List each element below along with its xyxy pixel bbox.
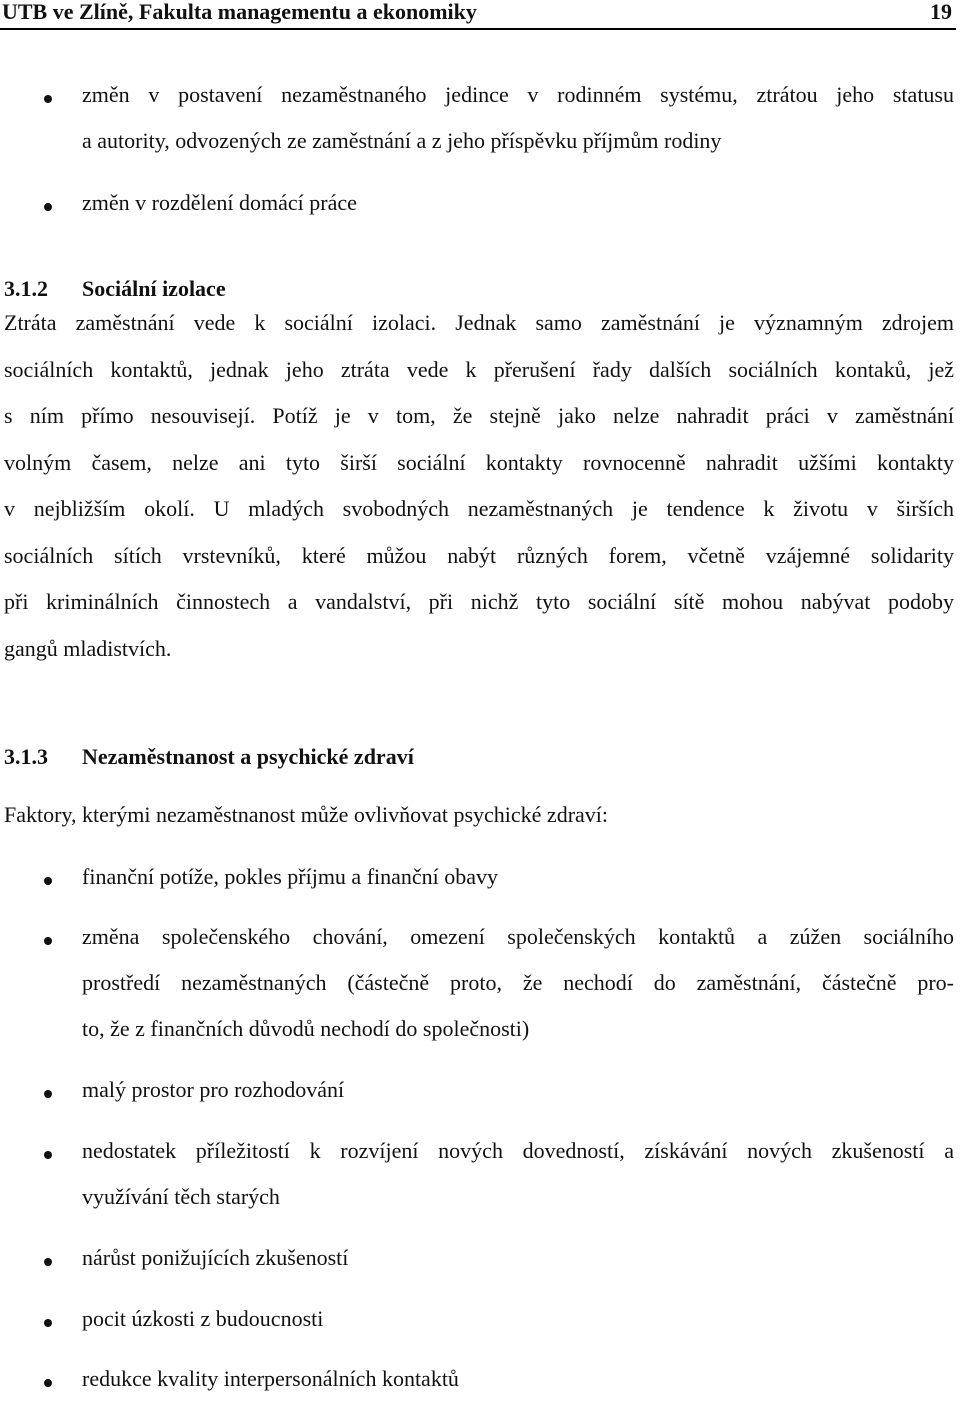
list-item-line: malý prostor pro rozhodování [82, 1077, 345, 1102]
list-item-line: to, že z finančních důvodů nechodí do společnosti) [82, 1016, 530, 1041]
paragraph-line: s ním přímo nesouvisejí. Potíž je v tom, že stejně jako nelze nahradit práci v zaměstnání [4, 403, 954, 428]
paragraph-line: při kriminálních činnostech a vandalství, při nichž tyto sociální sítě mohou nabývat podoby [4, 589, 954, 614]
bullet-icon [44, 1151, 52, 1159]
list-item-line: změna společenského chování, omezení společenských kontaktů a zúžen sociálního [82, 924, 954, 949]
list-item-line: nárůst ponižujících zkušeností [82, 1245, 349, 1270]
bullet-icon [44, 877, 52, 885]
bullet-icon [44, 203, 52, 211]
section-heading [4, 742, 414, 772]
paragraph-line: sociálních sítích vrstevníků, které můžou nabýt různých forem, včetně vzájemné solidarity [4, 542, 954, 568]
paragraph [4, 300, 954, 672]
paragraph-line: sociálních kontaktů, jednak jeho ztráta vede k přerušení řady dalších sociálních kontaků, jež [4, 356, 954, 382]
list-item-line: využívání těch starých [82, 1184, 280, 1209]
list-item-line: změn v postavení nezaměstnaného jedince v rodinném systému, ztrátou jeho statusu [82, 82, 954, 107]
paragraph-line: gangů mladistvích. [4, 635, 172, 661]
paragraph-line: v nejbližším okolí. U mladých svobodných nezaměstnaných je tendence k životu v širších [4, 496, 954, 521]
paragraph [4, 792, 954, 839]
list-item-line: pocit úzkosti z budoucnosti [82, 1306, 324, 1331]
list-item-line: redukce kvality interpersonálních kontaktů [82, 1366, 459, 1391]
section-number: 3.1.2 [4, 276, 48, 301]
list-item-line: změn v rozdělení domácí práce [82, 190, 357, 215]
list-item-line: nedostatek příležitostí k rozvíjení nových dovedností, získávání nových zkušeností a [82, 1138, 954, 1163]
bullet-icon [44, 937, 52, 945]
section-title: Sociální izolace [82, 276, 226, 301]
list-item-line: prostředí nezaměstnaných (částečně proto, že nechodí do zaměstnání, částečně pro- [82, 970, 954, 995]
page-number: 19 [930, 0, 952, 24]
header-title: UTB ve Zlíně, Fakulta managementu a ekonomiky [2, 0, 477, 24]
paragraph-line: volným časem, nelze ani tyto širší sociální kontakty rovnocenně nahradit užšími kontakty [4, 449, 954, 475]
paragraph-line: Ztráta zaměstnání vede k sociální izolaci. Jednak samo zaměstnání je významným zdrojem [4, 310, 954, 335]
bullet-icon [44, 1090, 52, 1098]
paragraph-intro: Faktory, kterými nezaměstnanost může ovlivňovat psychické zdraví: [4, 802, 609, 827]
list-item-line: finanční potíže, pokles příjmu a finanční obavy [82, 864, 499, 889]
bullet-icon [44, 95, 52, 103]
page-header [0, 0, 956, 30]
section-title: Nezaměstnanost a psychické zdraví [82, 744, 414, 769]
bullet-icon [44, 1319, 52, 1327]
section-number: 3.1.3 [4, 744, 48, 769]
bullet-icon [44, 1258, 52, 1266]
list-item-line: a autority, odvozených ze zaměstnání a z jeho příspěvku příjmům rodiny [82, 128, 722, 153]
bullet-icon [44, 1379, 52, 1387]
